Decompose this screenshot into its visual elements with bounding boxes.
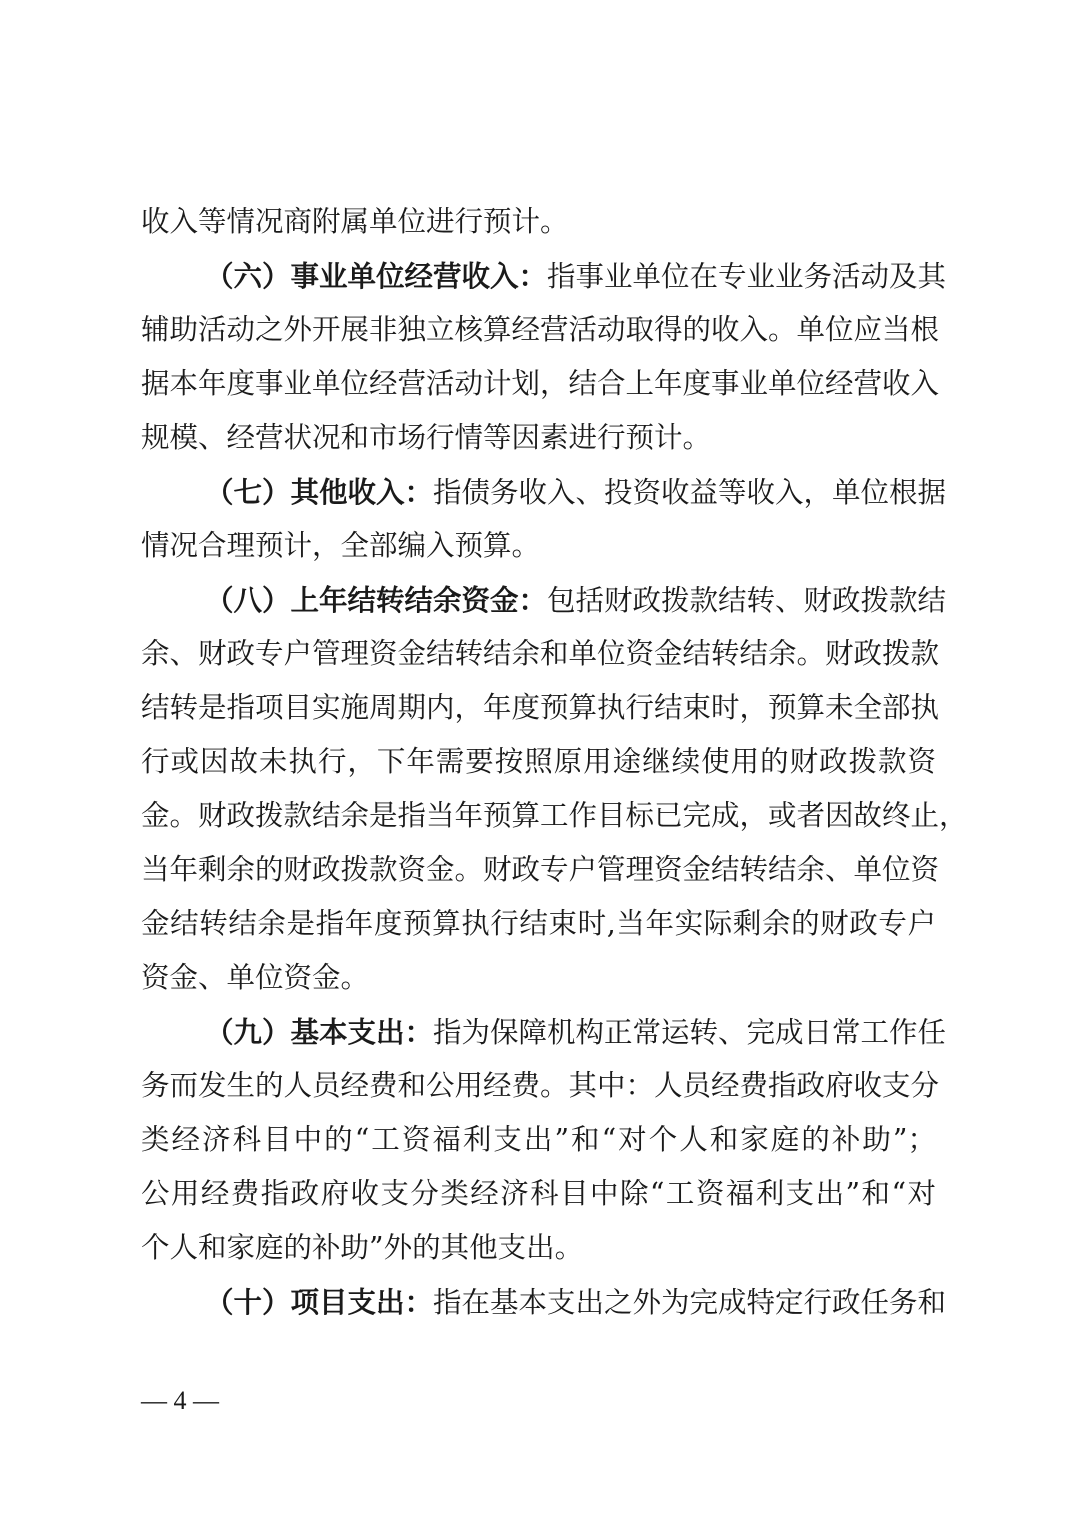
section-heading-10: （十）项目支出： xyxy=(205,1285,434,1319)
body-line: 当年剩余的财政拨款资金。财政专户管理资金结转结余、单位资 xyxy=(141,853,940,886)
paragraph-first-line xyxy=(205,472,947,512)
body-line: 金。财政拨款结余是指当年预算工作目标已完成，或者因故终止， xyxy=(141,799,968,832)
body-line: 类经济科目中的“工资福利支出”和“对个人和家庭的补助”； xyxy=(141,1123,936,1156)
section-heading-9: （九）基本支出： xyxy=(205,1015,434,1049)
body-line: 余、财政专户管理资金结转结余和单位资金结转结余。财政拨款 xyxy=(141,637,940,670)
body-text: 指事业单位在专业业务活动及其 xyxy=(547,260,947,293)
body-line: 金结转结余是指年度预算执行结束时,当年实际剩余的财政专户 xyxy=(141,907,936,940)
section-heading-8: （八）上年结转结余资金： xyxy=(205,583,548,617)
body-line: 资金、单位资金。 xyxy=(141,961,370,994)
body-line: 规模、经营状况和市场行情等因素进行预计。 xyxy=(141,421,712,454)
paragraph-first-line xyxy=(205,256,947,296)
body-line: 辅助活动之外开展非独立核算经营活动取得的收入。单位应当根 xyxy=(141,313,940,346)
paragraph-first-line xyxy=(205,1282,947,1322)
body-text: 包括财政拨款结转、财政拨款结 xyxy=(547,584,947,617)
section-heading-6: （六）事业单位经营收入： xyxy=(205,259,548,293)
page-number: — 4 — xyxy=(141,1386,219,1415)
body-text: 指债务收入、投资收益等收入，单位根据 xyxy=(433,476,947,509)
body-line: 据本年度事业单位经营活动计划，结合上年度事业单位经营收入 xyxy=(141,367,940,400)
paragraph-first-line xyxy=(205,580,947,620)
body-line: 结转是指项目实施周期内，年度预算执行结束时，预算未全部执 xyxy=(141,691,940,724)
body-text: 指在基本支出之外为完成特定行政任务和 xyxy=(433,1286,947,1319)
paragraph-first-line xyxy=(205,1012,947,1052)
body-line: 收入等情况商附属单位进行预计。 xyxy=(141,205,569,238)
body-line: 行或因故未执行，下年需要按照原用途继续使用的财政拨款资 xyxy=(141,745,936,778)
body-line: 公用经费指政府收支分类经济科目中除“工资福利支出”和“对 xyxy=(141,1177,936,1210)
body-line: 情况合理预计，全部编入预算。 xyxy=(141,529,541,562)
body-text: 指为保障机构正常运转、完成日常工作任 xyxy=(433,1016,947,1049)
body-line: 务而发生的人员经费和公用经费。其中：人员经费指政府收支分 xyxy=(141,1069,940,1102)
section-heading-7: （七）其他收入： xyxy=(205,475,434,509)
body-line: 个人和家庭的补助”外的其他支出。 xyxy=(141,1231,584,1264)
